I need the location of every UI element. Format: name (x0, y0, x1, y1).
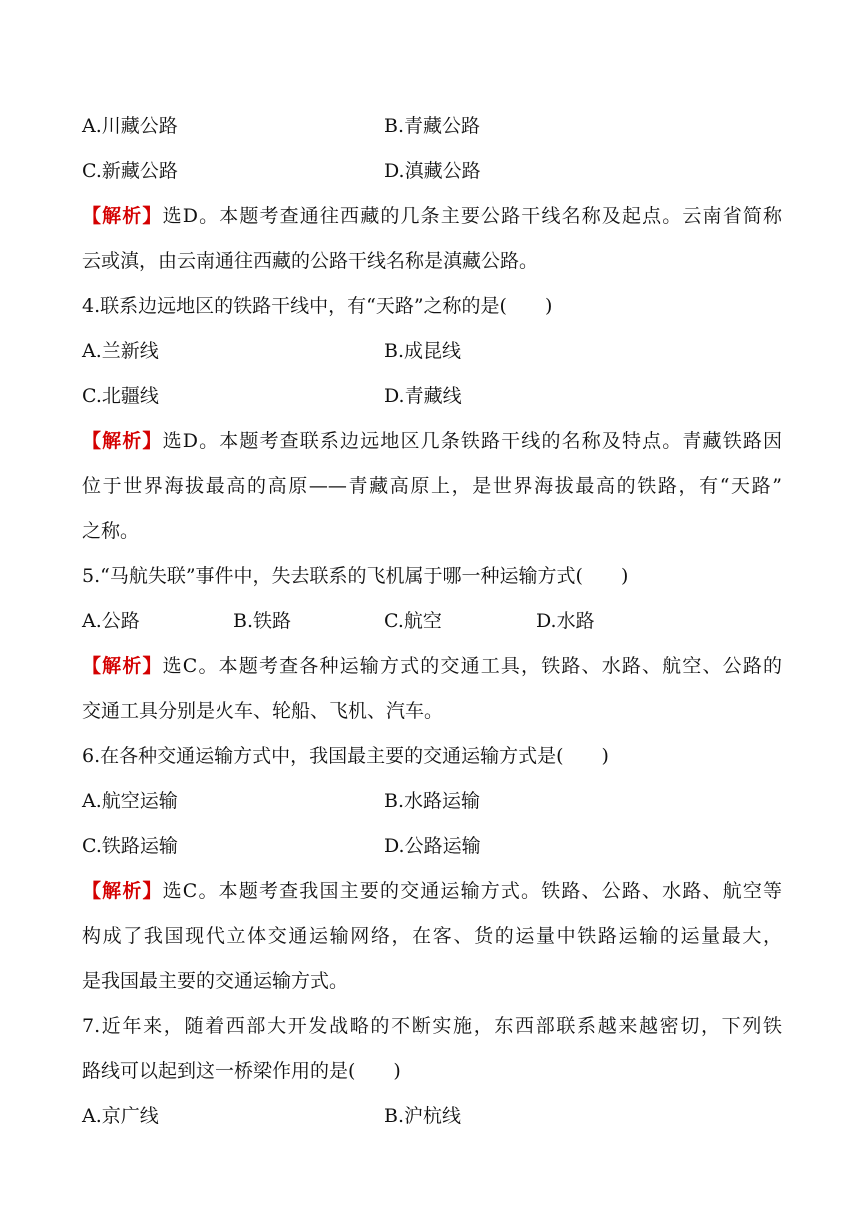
q3-analysis-line-1 (82, 204, 782, 228)
q6-question: 6.在各种交通运输方式中，我国最主要的交通运输方式是( ) (82, 745, 609, 767)
q7-question-line-1: 7.近年来，随着西部大开发战略的不断实施，东西部联系越来越密切，下列铁 (82, 1015, 782, 1037)
q6-analysis-line-1 (82, 879, 782, 903)
q7-question-line-2: 路线可以起到这一桥梁作用的是( ) (82, 1060, 401, 1082)
q5-option-c: C.航空 (384, 610, 442, 632)
q4-analysis-line-2: 位于世界海拔最高的高原——青藏高原上，是世界海拔最高的铁路，有“天路” (82, 475, 782, 497)
q7-option-b: B.沪杭线 (384, 1105, 462, 1127)
q3-option-a: A.川藏公路 (82, 115, 178, 137)
q6-analysis-text-1: 选C。本题考查我国主要的交通运输方式。铁路、公路、水路、航空等 (162, 880, 782, 902)
q4-option-a: A.兰新线 (82, 340, 159, 362)
q3-option-b: B.青藏公路 (384, 115, 481, 137)
q4-analysis-text-1: 选D。本题考查联系边远地区几条铁路干线的名称及特点。青藏铁路因 (162, 430, 782, 452)
analysis-tag: 【解析】 (82, 880, 163, 902)
q5-option-a: A.公路 (82, 610, 140, 632)
q3-analysis-line-2: 云或滇，由云南通往西藏的公路干线名称是滇藏公路。 (82, 250, 539, 272)
analysis-tag: 【解析】 (82, 205, 163, 227)
q5-analysis-line-2: 交通工具分别是火车、轮船、飞机、汽车。 (82, 700, 444, 722)
q4-analysis-line-1 (82, 429, 782, 453)
analysis-tag: 【解析】 (82, 430, 163, 452)
q3-option-d: D.滇藏公路 (384, 160, 481, 182)
q7-option-a: A.京广线 (82, 1105, 159, 1127)
q5-analysis-line-1 (82, 654, 782, 678)
q3-option-c: C.新藏公路 (82, 160, 178, 182)
q4-analysis-line-3: 之称。 (82, 520, 140, 542)
q6-analysis-line-3: 是我国最主要的交通运输方式。 (82, 970, 349, 992)
q5-question: 5.“马航失联”事件中，失去联系的飞机属于哪一种运输方式( ) (82, 565, 629, 587)
q5-analysis-text-1: 选C。本题考查各种运输方式的交通工具，铁路、水路、航空、公路的 (162, 655, 782, 677)
q5-option-d: D.水路 (536, 610, 595, 632)
q3-analysis-text-1: 选D。本题考查通往西藏的几条主要公路干线名称及起点。云南省简称 (162, 205, 782, 227)
analysis-tag: 【解析】 (82, 655, 163, 677)
q5-option-b: B.铁路 (233, 610, 292, 632)
q4-option-b: B.成昆线 (384, 340, 462, 362)
q4-question: 4.联系边远地区的铁路干线中，有“天路”之称的是( ) (82, 295, 553, 317)
q4-option-d: D.青藏线 (384, 385, 462, 407)
q6-option-a: A.航空运输 (82, 790, 178, 812)
q6-option-d: D.公路运输 (384, 835, 481, 857)
q6-option-c: C.铁路运输 (82, 835, 178, 857)
q6-option-b: B.水路运输 (384, 790, 481, 812)
q6-analysis-line-2: 构成了我国现代立体交通运输网络，在客、货的运量中铁路运输的运量最大， (82, 925, 782, 947)
q4-option-c: C.北疆线 (82, 385, 159, 407)
